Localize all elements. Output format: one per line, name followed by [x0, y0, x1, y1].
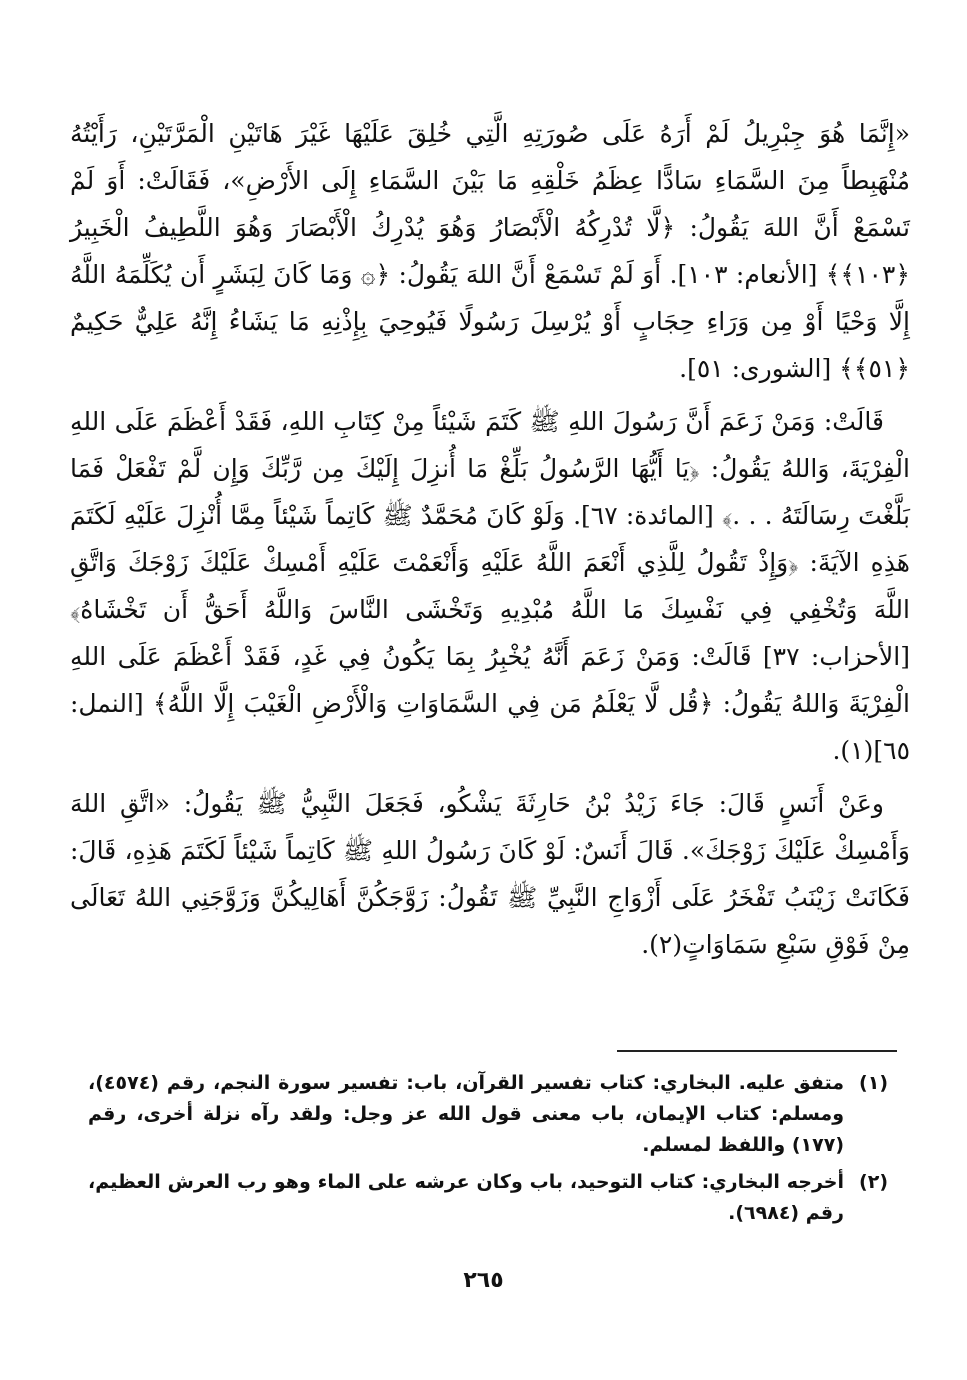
footnote-number: (١) [859, 1072, 888, 1094]
footnotes [88, 1068, 888, 1235]
page-body [70, 110, 910, 974]
paragraph-1: «إِنَّمَا هُوَ جِبْرِيلُ لَمْ أَرَهُ عَلَى صُورَتِهِ الَّتِي خُلِقَ عَلَيْهَا غَيْرَ هَاتَيْنِ الْمَرَّتَيْنِ، رَأَيْتُهُ مُنْهَبِطاً مِنَ السَّمَاءِ سَادًّا عِظَمُ خَلْقِهِ مَا بَيْنَ السَّمَاءِ إِلَى الأَرْضِ»، فَقَالَتْ: أَوَ لَمْ تَسْمَعْ أَنَّ اللهَ يَقُولُ: ﴿لَّا تُدْرِكُهُ الْأَبْصَارُ وَهُوَ يُدْرِكُ الْأَبْصَارَ وَهُوَ اللَّطِيفُ الْخَبِيرُ ﴿١٠٣﴾﴾ [الأنعام: ١٠٣]. أَوَ لَمْ تَسْمَعْ أَنَّ اللهَ يَقُولُ: ﴿۞ وَمَا كَانَ لِبَشَرٍ أَن يُكَلِّمَهُ اللَّهُ إِلَّا وَحْيًا أَوْ مِن وَرَاءِ حِجَابٍ أَوْ يُرْسِلَ رَسُولًا فَيُوحِيَ بِإِذْنِهِ مَا يَشَاءُ إِنَّهُ عَلِيٌّ حَكِيمٌ ﴿٥١﴾﴾ [الشورى: ٥١]. [70, 119, 911, 383]
footnote-text: أخرجه البخاري: كتاب التوحيد، باب وكان عرشه على الماء وهو رب العرش العظيم، رقم (٦٩٨٤). [88, 1171, 844, 1224]
footnote-1 [88, 1068, 888, 1161]
main-text [70, 110, 910, 968]
footnote-separator [617, 1050, 897, 1052]
paragraph-3: وعَنْ أَنَسٍ قَالَ: جَاءَ زَيْدُ بْنُ حَارِثَةَ يَشْكُو، فَجَعَلَ النَّبِيُّ ﷺ يَقُولُ: «اتَّقِ اللهَ وَأَمْسِكْ عَلَيْكَ زَوْجَكَ». قَالَ أَنَسٌ: لَوْ كَانَ رَسُولُ اللهِ ﷺ كَاتِماً شَيْئاً لَكَتَمَ هَذِهِ، قَالَ: فَكَانَتْ زَيْنَبُ تَفْخَرُ عَلَى أَزْوَاجِ النَّبِيِّ ﷺ تَقُولُ: زَوَّجَكُنَّ أَهَالِيكُنَّ وَزَوَّجَنِي اللهُ تَعَالَى مِنْ فَوْقِ سَبْعِ سَمَاوَاتٍ(٢). [70, 789, 910, 959]
paragraph-2: قَالَتْ: وَمَنْ زَعَمَ أَنَّ رَسُولَ اللهِ ﷺ كَتَمَ شَيْئاً مِنْ كِتَابِ اللهِ، فَقَدْ أَعْظَمَ عَلَى اللهِ الْفِرْيَةَ، وَاللهُ يَقُولُ: ﴿يَا أَيُّهَا الرَّسُولُ بَلِّغْ مَا أُنزِلَ إِلَيْكَ مِن رَّبِّكَ وَإِن لَّمْ تَفْعَلْ فَمَا بَلَّغْتَ رِسَالَتَهُ . . .﴾ [المائدة: ٦٧]. وَلَوْ كَانَ مُحَمَّدٌ ﷺ كَاتِماً شَيْئاً مِمَّا أُنْزِلَ عَلَيْهِ لَكَتَمَ هَذِهِ الآيَةَ: ﴿وَإِذْ تَقُولُ لِلَّذِي أَنْعَمَ اللَّهُ عَلَيْهِ وَأَنْعَمْتَ عَلَيْهِ أَمْسِكْ عَلَيْكَ زَوْجَكَ وَاتَّقِ اللَّهَ وَتُخْفِي فِي نَفْسِكَ مَا اللَّهُ مُبْدِيهِ وَتَخْشَى النَّاسَ وَاللَّهُ أَحَقُّ أَن تَخْشَاهُ﴾ [الأحزاب: ٣٧] قَالَتْ: وَمَنْ زَعَمَ أَنَّهُ يُخْبِرُ بِمَا يَكُونُ فِي غَدٍ، فَقَدْ أَعْظَمَ عَلَى اللهِ الْفِرْيَةَ وَاللهُ يَقُولُ: ﴿قُل لَّا يَعْلَمُ مَن فِي السَّمَاوَاتِ وَالْأَرْضِ الْغَيْبَ إِلَّا اللَّهُ﴾ [النمل: ٦٥](١). [70, 407, 911, 765]
page-number: ٢٦٥ [463, 1268, 504, 1293]
footnote-2 [88, 1167, 888, 1229]
footnote-number: (٢) [859, 1171, 888, 1193]
footnote-text: متفق عليه. البخاري: كتاب تفسير القرآن، باب: تفسير سورة النجم، رقم (٤٥٧٤)، ومسلم: كتاب الإيمان، باب معنى قول الله عز وجل: ولقد رآه نزلة أخرى، رقم (١٧٧) واللفظ لمسلم. [88, 1072, 844, 1156]
